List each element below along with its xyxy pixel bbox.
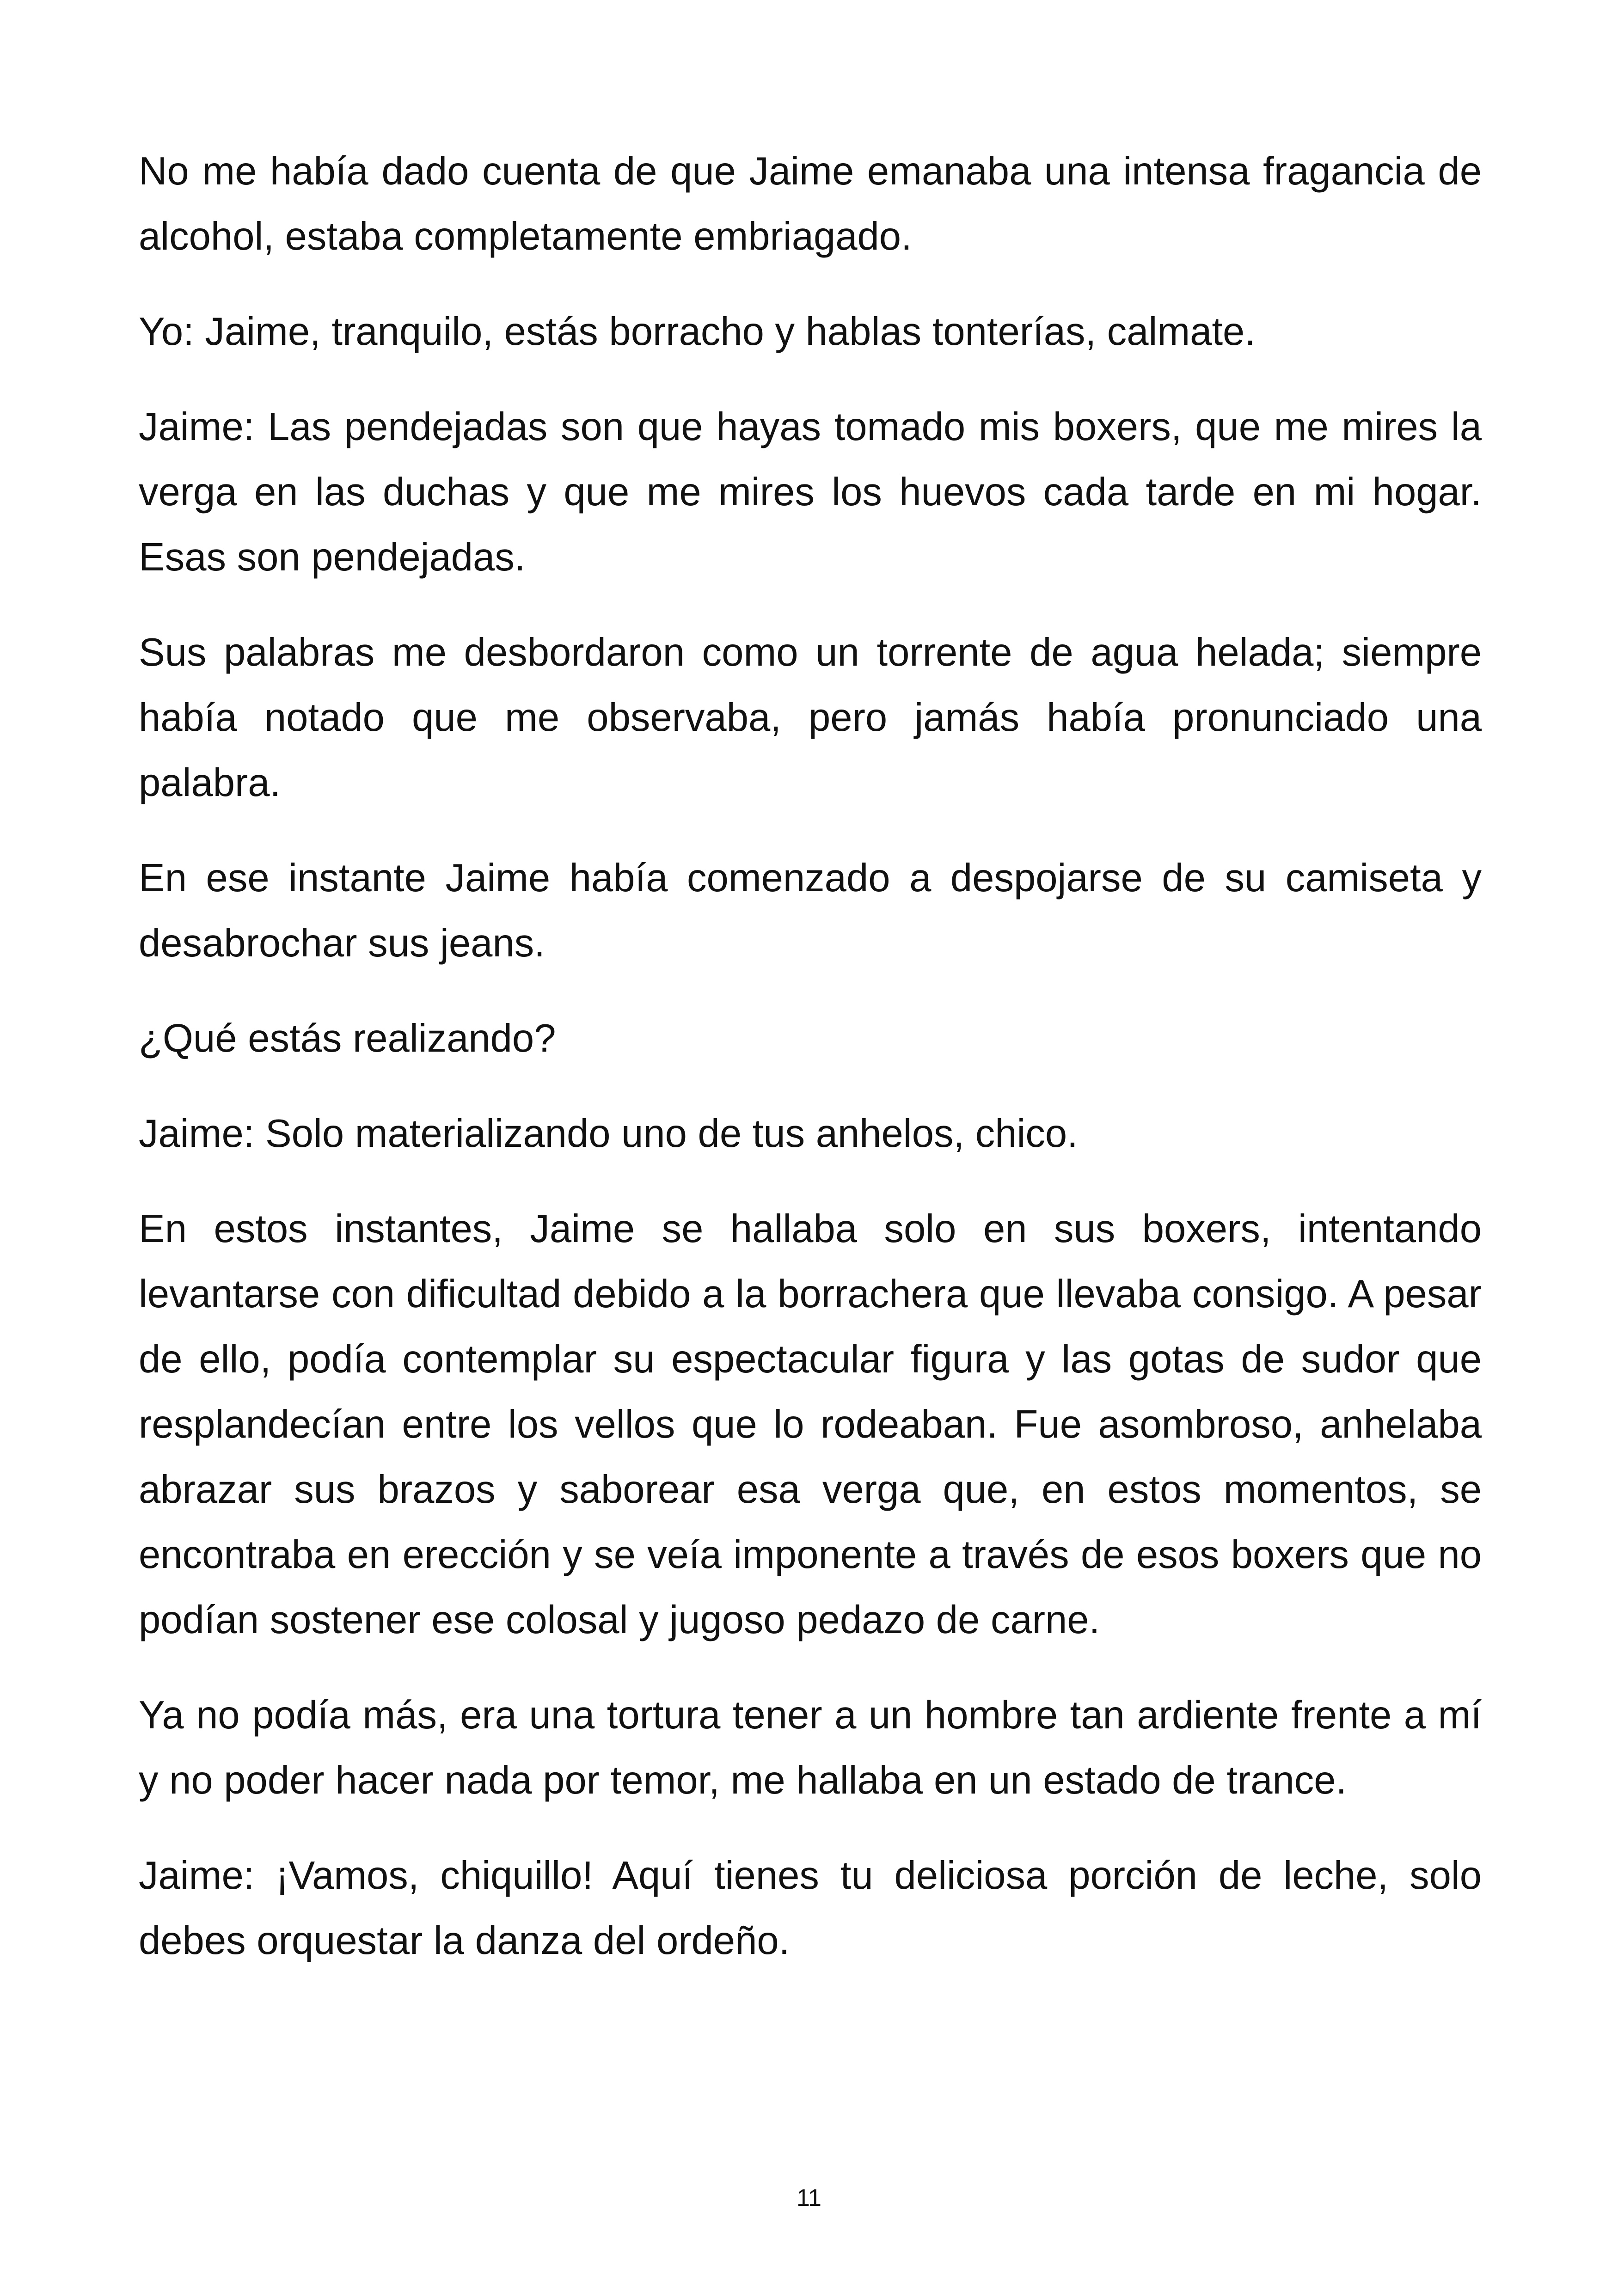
paragraph: Jaime: Solo materializando uno de tus anhelos, chico. — [139, 1112, 1078, 1156]
paragraph: Yo: Jaime, tranquilo, estás borracho y hablas tonterías, calmate. — [139, 310, 1256, 354]
paragraph: No me había dado cuenta de que Jaime emanaba una intensa fragancia de alcohol, estaba completamente embriagado. — [139, 149, 1482, 258]
body-text — [139, 139, 1482, 2003]
paragraph: En ese instante Jaime había comenzado a despojarse de su camiseta y desabrochar sus jeans. — [139, 856, 1482, 965]
paragraph: Ya no podía más, era una tortura tener a un hombre tan ardiente frente a mí y no poder hacer nada por temor, me hallaba en un estado de trance. — [139, 1693, 1482, 1802]
paragraph: En estos instantes, Jaime se hallaba solo en sus boxers, intentando levantarse con dificultad debido a la borrachera que llevaba consigo. A pesar de ello, podía contemplar su espectacular figura y las gotas de sudor que resplandecían entre los vellos que lo rodeaban. Fue asombroso, anhelaba abrazar sus brazos y saborear esa verga que, en estos momentos, se encontraba en erección y se veía imponente a través de esos boxers que no podían sostener ese colosal y jugoso pedazo de carne. — [139, 1207, 1482, 1642]
paragraph: Jaime: ¡Vamos, chiquillo! Aquí tienes tu deliciosa porción de leche, solo debes orquestar la danza del ordeño. — [139, 1854, 1482, 1963]
paragraph: ¿Qué estás realizando? — [139, 1016, 556, 1060]
paragraph: Sus palabras me desbordaron como un torrente de agua helada; siempre había notado que me observaba, pero jamás había pronunciado una palabra. — [139, 631, 1482, 805]
page-number: 11 — [797, 2185, 821, 2211]
paragraph: Jaime: Las pendejadas son que hayas tomado mis boxers, que me mires la verga en las duchas y que me mires los huevos cada tarde en mi hogar. Esas son pendejadas. — [139, 405, 1482, 579]
